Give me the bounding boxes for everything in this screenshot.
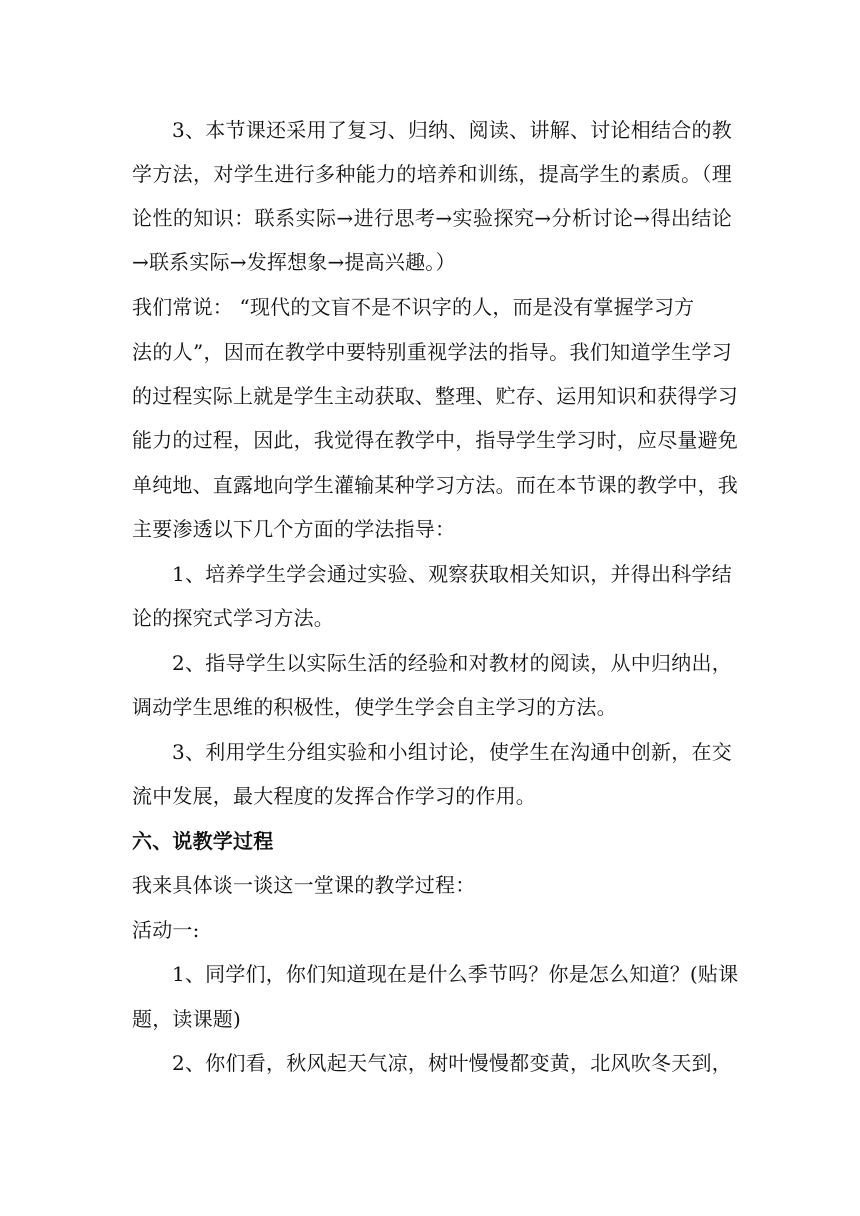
text-line: 题，读课题) xyxy=(132,1007,242,1031)
text-line: 主要渗透以下几个方面的学法指导： xyxy=(132,517,456,541)
text-line: 论的探究式学习方法。 xyxy=(132,606,334,630)
text-line: 3、本节课还采用了复习、归纳、阅读、讲解、讨论相结合的教 xyxy=(172,118,732,142)
text-line: 的过程实际上就是学生主动获取、整理、贮存、运用知识和获得学习 xyxy=(132,384,738,408)
text-line: 论性的知识：联系实际→进行思考→实验探究→分析讨论→得出结论 xyxy=(132,206,732,230)
text-line: 2、指导学生以实际生活的经验和对教材的阅读，从中归纳出， xyxy=(172,651,732,675)
text-line: →联系实际→发挥想象→提高兴趣。） xyxy=(132,250,456,274)
text-line: 1、培养学生学会通过实验、观察获取相关知识，并得出科学结 xyxy=(172,562,732,586)
text-line: 活动一: xyxy=(132,918,200,942)
text-line: 能力的过程，因此，我觉得在教学中，指导学生学习时，应尽量避免 xyxy=(132,428,738,452)
text-line: 我来具体谈一谈这一堂课的教学过程： xyxy=(132,873,476,897)
text-line: 我们常说： “现代的文盲不是不识字的人，而是没有掌握学习方 xyxy=(132,295,695,319)
text-line: 学方法，对学生进行多种能力的培养和训练，提高学生的素质。（理 xyxy=(132,162,732,186)
text-line: 单纯地、直露地向学生灌输某种学习方法。而在本节课的教学中，我 xyxy=(132,473,738,497)
text-line: 2、你们看，秋风起天气凉，树叶慢慢都变黄，北风吹冬天到， xyxy=(172,1051,732,1075)
text-line: 1、同学们，你们知道现在是什么季节吗？你是怎么知道？(贴课 xyxy=(172,962,739,986)
text-line: 3、利用学生分组实验和小组讨论，使学生在沟通中创新，在交 xyxy=(172,740,732,764)
text-line: 法的人”，因而在教学中要特别重视学法的指导。我们知道学生学习 xyxy=(132,340,732,364)
text-line: 流中发展，最大程度的发挥合作学习的作用。 xyxy=(132,784,536,808)
text-line: 调动学生思维的积极性，使学生学会自主学习的方法。 xyxy=(132,695,617,719)
section-heading: 六、说教学过程 xyxy=(132,829,274,853)
